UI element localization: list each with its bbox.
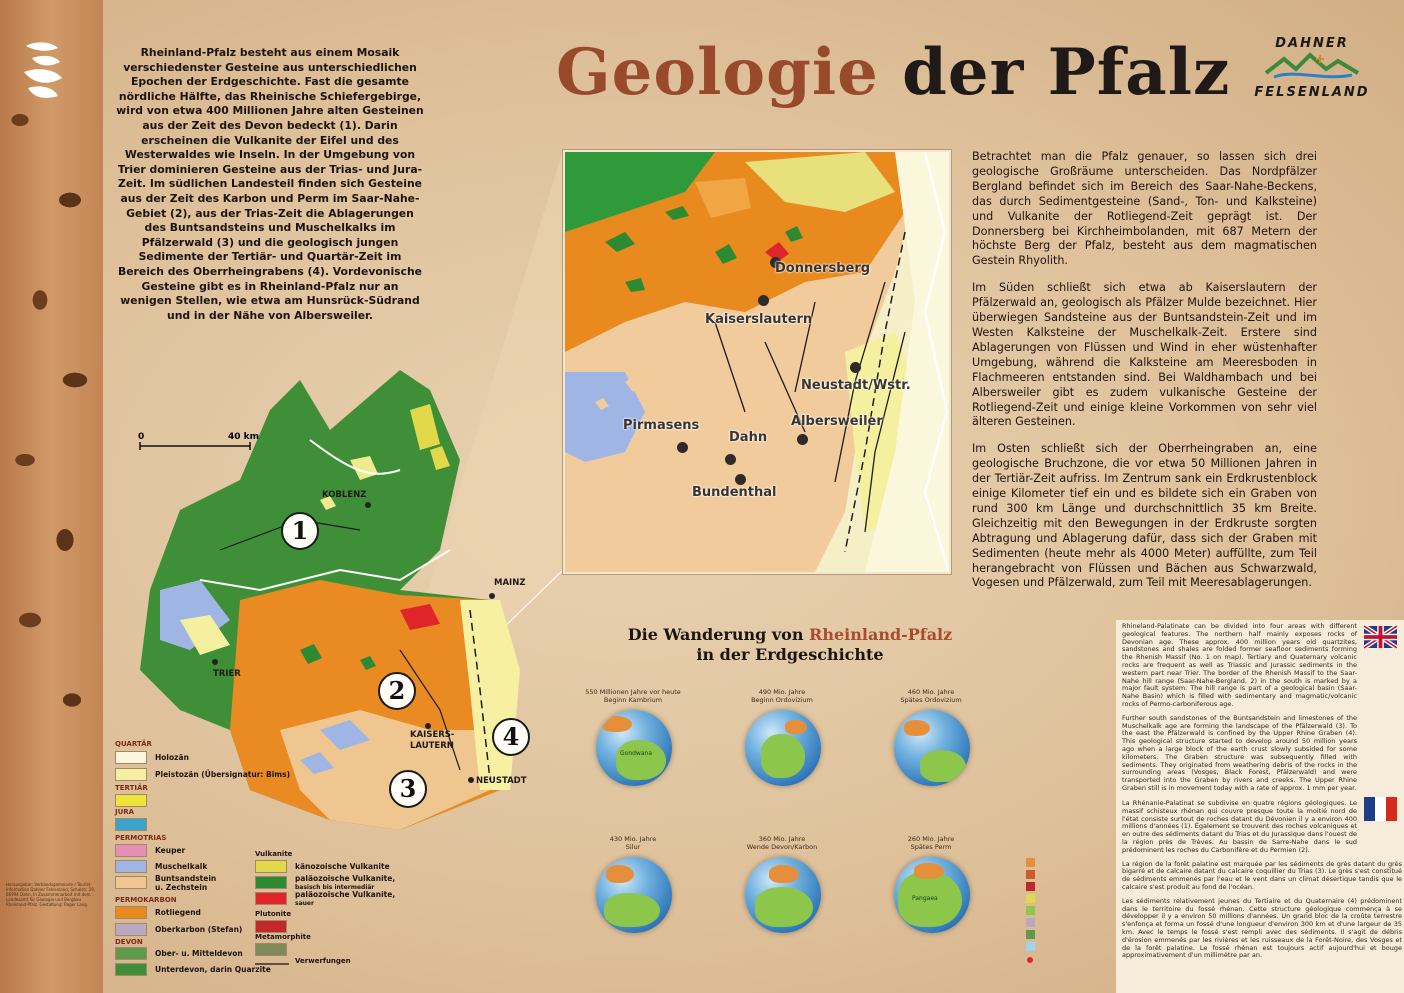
- legend-swatch-unterdevon: [115, 963, 147, 976]
- globe-caption: [578, 688, 688, 704]
- globe-430: [596, 857, 672, 933]
- legend-swatch-rotliegend: [115, 906, 147, 919]
- continent: [602, 716, 632, 732]
- legend-swatch-keuper: [115, 844, 147, 857]
- legend-label-buntsandstein-1: Buntsandstein: [155, 874, 217, 883]
- donnersberg-label: Donnersberg: [775, 261, 871, 276]
- legend-label-palaeo-sauer-1: paläozoische Vulkanite,: [295, 890, 396, 899]
- region-marker-4: 4: [492, 718, 530, 756]
- plate-color-legend: [1026, 858, 1042, 973]
- legend-swatch-metamorphite: [255, 943, 287, 956]
- bundenthal-label: Bundenthal: [692, 485, 777, 500]
- continent: [604, 893, 660, 927]
- page-title: [556, 35, 1230, 110]
- continent: [920, 750, 966, 782]
- globe-490: [745, 710, 821, 786]
- legend-label-kaenozoisch: känozoische Vulkanite: [295, 862, 390, 871]
- globe-caption-line-1: 550 Millionen Jahre vor heute: [585, 688, 681, 696]
- kaiserslautern-label: Kaiserslautern: [705, 312, 813, 327]
- paragraph: Betrachtet man die Pfalz genauer, so lassen sich drei geologische Großräume unterscheiden. Das Nordpfälzer Bergland befindet sich im Bereich des Saar-Nahe-Beckens, das durch Sedimentgesteine (Sand-, Ton- und Kalksteine) und Vulkanite der Rotliegend-Zeit geprägt ist. Der Donnersberg bei Kirchheimbolanden, mit 687 Metern der höchste Berg der Pfalz, besteht aus dem magmatischen Gestein Rhyolith.: [972, 150, 1317, 268]
- legend-group-quartaer: QUARTÄR: [115, 740, 152, 748]
- paragraph: La région de la forêt palatine est marquée par les sédiments de grès datant du grès bigarré et de calcaire datant du calcaire coquillier du Trias (3). Le grès s'est constitué de sédiments emmenés par l'eau et le vent dans un climat désertique tandis que le calcaire s'est produit au fond de l'océan.: [1122, 859, 1402, 891]
- globe-360: [745, 857, 821, 933]
- wanderung-title-part-1: Die Wanderung von: [627, 625, 804, 644]
- dahn-label: Dahn: [729, 430, 768, 445]
- legend-label-muschelkalk: Muschelkalk: [155, 862, 208, 871]
- dahner-felsenland-logo: [1252, 36, 1372, 100]
- legend-swatch-oberkarbon: [115, 923, 147, 936]
- koblenz-label: KOBLENZ: [322, 490, 367, 500]
- continent: [785, 720, 807, 734]
- pirmasens-marker: [677, 442, 688, 453]
- bundenthal-marker: [735, 474, 746, 485]
- globe-caption: [727, 688, 837, 704]
- wanderung-title: [600, 625, 980, 665]
- fault-line-symbol: [255, 961, 289, 967]
- legend-group-tertiaer: TERTIÄR: [115, 784, 148, 792]
- continent: [606, 865, 634, 883]
- globe-caption: [876, 835, 986, 851]
- legend-group-permokarbon: PERMOKARBON: [115, 896, 177, 904]
- legend-group-verwerfungen: Verwerfungen: [295, 957, 351, 965]
- legend-group-permotrias: PERMOTRIAS: [115, 834, 167, 842]
- brand-line-2: FELSENLAND: [1254, 85, 1370, 100]
- globe-caption-line-1: 490 Mio. Jahre: [758, 688, 806, 696]
- continent: [769, 865, 799, 883]
- kaiserslautern-label-1: KAISERS-: [410, 730, 455, 740]
- globe-caption-line-2: Wende Devon/Karbon: [746, 843, 818, 851]
- legend-label-rotliegend: Rotliegend: [155, 908, 201, 917]
- legend-swatch-jura: [115, 818, 147, 831]
- sandstone-photo-strip: [0, 0, 103, 993]
- globe-caption-line-2: Beginn Kambrium: [603, 696, 663, 704]
- continent: [914, 863, 944, 879]
- legend-group-plutonite: Plutonite: [255, 910, 292, 918]
- legend-swatch-palaeo-sauer: [255, 892, 287, 905]
- legend-label-keuper: Keuper: [155, 846, 186, 855]
- legend-label-pleistozaen: Pleistozän (Übersignatur: Bims): [155, 770, 291, 779]
- legend-label-palaeo-basisch-1: paläozoische Vulkanite,: [295, 874, 396, 883]
- legend-label-palaeo-basisch-2: basisch bis intermediär: [295, 884, 375, 891]
- legend-swatch-tertiaer: [115, 794, 147, 807]
- scale-start-label: 0: [138, 432, 145, 442]
- continent: [761, 734, 805, 778]
- legend-swatch-buntsandstein: [115, 876, 147, 889]
- paragraph: Im Süden schließt sich etwa ab Kaiserslautern der Pfälzerwald an, geologisch als Pfälzer Mulde bezeichnet. Hier überwiegen Sandsteine aus der Buntsandstein-Zeit und im Westen Kalksteine der Muschelkalk-Zeit. Erstere sind Ablagerungen von Flüssen und Wind in eher wüstenhafter Umgebung, während die Kalksteine am Meeresboden in Flachmeeren entstanden sind. Bei Waldhambach und bei Albersweiler gibt es zudem vulkanische Gesteine der Rotliegend-Zeit und einige kleine Vorkommen von sehr viel älteren Gesteinen.: [972, 281, 1317, 429]
- wanderung-title-part-2: in der Erdgeschichte: [696, 645, 884, 664]
- legend-label-holozaen: Holozän: [155, 753, 189, 762]
- globe-caption: [578, 835, 688, 851]
- title-word-geologie: Geologie: [556, 35, 879, 110]
- globe-caption-line-2: Spätes Ordovizium: [900, 696, 962, 704]
- paragraph: Further south sandstones of the Buntsandstein and limestones of the Muschelkalk age are forming the landscape of the Pfälzerwald (3). To the east the Pfälzerwald is confined by the Upper Rhine Graben (4). This geological structure started to develop around 50 million years ago when a large block of the earth crust slowly subsided for some kilometers. The Graben structure was subsequently filled with sediments. They originated from weathering debris of the rocks in the surrounding areas (Vosges, Black Forest, Pfälzerwald) and were transported into the Graben by rivers and creeks. The Upper Rhine Graben still is in movement today with a rate of approx. 1 mm per year.: [1122, 713, 1357, 792]
- title-word-pfalz: der Pfalz: [902, 35, 1231, 110]
- legend-label-ober-mitteldevon: Ober- u. Mitteldevon: [155, 949, 243, 958]
- globe-260: [894, 857, 970, 933]
- dahn-marker: [725, 454, 736, 465]
- intro-paragraph: Rheinland-Pfalz besteht aus einem Mosaik verschiedenster Gesteine aus unterschiedlichen Epochen der Erdgeschichte. Fast die gesamte nördliche Hälfte, das Rheinische Schiefergebirge, wird von etwa 400 Millionen Jahre alten Gesteinen aus der Zeit des Devon bedeckt (1). Darin erscheinen die Vulkanite der Eifel und des Westerwaldes wie Inseln. In der Umgebung von Trier dominieren Gesteine aus der Trias- und Jura-Zeit. Im südlichen Landesteil finden sich Gesteine aus der Zeit des Karbon und Perm im Saar-Nahe-Gebiet (2), aus der Trias-Zeit die Ablagerungen des Buntsandsteins und Muschelkalks im Pfälzerwald (3) und die geologisch jungen Sedimente der Tertiär- und Quartär-Zeit im Bereich des Oberrheingrabens (4). Vordevonische Gesteine gibt es in Rheinland-Pfalz nur an wenigen Stellen, wie etwa am Hunsrück-Südrand und in der Nähe von Albersweiler.: [116, 46, 424, 322]
- credits-text: Herausgeber: Verbandsgemeinde / Tourist-Information Dahner Felsenland, Schulstr. 29, 66994 Dahn, In Zusammenarbeit mit dem Landesamt für Geologie und Bergbau Rheinland-Pfalz. Gestaltung: Roger Lang.: [6, 882, 96, 907]
- albersweiler-marker: [797, 434, 808, 445]
- paragraph: Les sédiments relativement jeunes du Tertiaire et du Quaternaire (4) prédominent dans le territoire du fossé rhénan. Cette structure géologique commença à se développer il y a environ 50 millions d'années. Un grand bloc de la croûte terrestre s'enfonça et forma un fossé d'une longueur d'environ 300 km et d'une largeur de 35 km. Avec le temps le fossé s'est rempli avec des sédiments. Il s'agit de débris d'érosion emmenés par les rivières et les ruisseaux de la Forêt-Noire, des Vosges et de la forêt palatine. Le fossé rhénan est toujours actif aujourd'hui et bouge approximativement d'un millimètre par an.: [1122, 896, 1402, 960]
- globe-caption: [727, 835, 837, 851]
- legend-swatch-ober-mitteldevon: [115, 947, 147, 960]
- pangaea-label: Pangaea: [912, 895, 938, 902]
- french-summary: [1122, 800, 1402, 966]
- english-summary: [1122, 623, 1357, 799]
- legend-swatch-kaenozoisch: [255, 860, 287, 873]
- kaiserslautern-marker: [758, 295, 769, 306]
- mainz-label: MAINZ: [494, 578, 526, 588]
- rock-formation-logo-icon: [18, 40, 68, 100]
- region-marker-3: 3: [389, 770, 427, 808]
- legend-swatch-plutonite: [255, 920, 287, 933]
- trier-label: TRIER: [213, 669, 241, 679]
- globe-caption-line-2: Spätes Perm: [910, 843, 952, 851]
- uk-flag-icon: [1364, 625, 1397, 649]
- neustadt-label: Neustadt/Wstr.: [801, 378, 911, 393]
- globe-caption: [876, 688, 986, 704]
- continent: [755, 887, 813, 927]
- paragraph: Im Osten schließt sich der Oberrheingraben an, eine geologische Bruchzone, die vor etwa 50 Millionen Jahren in der Tertiär-Zeit aufriss. Im Zentrum sank ein Erdkrustenblock einige Kilometer tief ein und es bildete sich ein Graben von rund 300 km Länge und durchschnittlich 35 km Breite. Gleichzeitig mit den Bewegungen in der Erdkruste sorgten Abtragung und Ablagerung dafür, dass sich der Graben mit Sedimenten (heute mehr als 4000 Meter) auffüllte, zum Teil herangebracht von Flüssen und Bächen aus Schwarzwald, Vogesen und Pfälzerwald, zum Teil mit Meeresablagerungen.: [972, 442, 1317, 590]
- legend-label-buntsandstein-2: u. Zechstein: [155, 883, 208, 892]
- legend-group-devon: DEVON: [115, 938, 143, 946]
- region-marker-1: 1: [281, 512, 319, 550]
- continent: [616, 740, 666, 780]
- legend-group-vulkanite: Vulkanite: [255, 850, 293, 858]
- landscape-logo-icon: [1264, 51, 1360, 81]
- pirmasens-label: Pirmasens: [623, 418, 700, 433]
- globe-550: [596, 710, 672, 786]
- pfalz-description: [972, 150, 1317, 603]
- legend-label-palaeo-sauer-2: sauer: [295, 900, 314, 907]
- brand-line-1: DAHNER: [1275, 36, 1349, 51]
- legend-group-metamorphite: Metamorphite: [255, 933, 311, 941]
- gondwana-label: Gondwana: [620, 750, 652, 757]
- albersweiler-label: Albersweiler: [791, 414, 883, 429]
- neustadt-label: NEUSTADT: [476, 776, 527, 786]
- map-legend: [115, 735, 435, 990]
- globe-caption-line-2: Silur: [625, 843, 641, 851]
- detail-map-geology: [565, 152, 949, 572]
- wanderung-title-highlight: Rheinland-Pfalz: [809, 625, 953, 644]
- globe-460: [894, 710, 970, 786]
- globe-caption-line-1: 260 Mio. Jahre: [907, 835, 955, 843]
- scale-end-label: 40 km: [228, 432, 260, 442]
- globe-caption-line-1: 460 Mio. Jahre: [907, 688, 955, 696]
- legend-label-oberkarbon: Oberkarbon (Stefan): [155, 925, 243, 934]
- continent: [904, 720, 930, 736]
- paragraph: La Rhénanie-Palatinat se subdivise en quatre régions géologiques. Le massif schisteux rhénan qui couvre presque toute la moitié nord de l'état consiste surtout de roches datant du Dévonien il y a environ 400 millions d'années (1). Également se trouvent des roches volcaniques et en outre des sédiments datant du Trias et du Jurassique dans l'ouest de la région près de Trèves. Au bassin de Sarre-Nahe dans le sud prédominent les roches du Carbonifère et du Permien (2).: [1122, 799, 1357, 854]
- legend-swatch-palaeo-basisch: [255, 876, 287, 889]
- legend-label-unterdevon: Unterdevon, darin Quarzite: [155, 965, 271, 974]
- globe-caption-line-1: 360 Mio. Jahre: [758, 835, 806, 843]
- legend-swatch-pleistozaen: [115, 768, 147, 781]
- paragraph: Rhineland-Palatinate can be divided into four areas with different geological features. The northern half mainly exposes rocks of Devonian age. These approx. 400 million years old quartzites, sandstones and shales are folded former seafloor sediments forming the Rhenish Massif (No. 1 on map). Tertiary and Quaternary volcanic rocks are frequent as well as Triassic and Jurassic sediments in the western part near Trier. The border of the Rhenish Massif to the Saar-Nahe hill range (Saar-Nahe-Bergland, 2) in the south is marked by a major fault system. The hill range is part of a geological basin (Saar-Nahe Basin) which is filled with sedimentary and magmatic/volcanic rocks of Permo-carboniferous age.: [1122, 622, 1357, 708]
- pfalz-detail-map: [563, 150, 951, 574]
- kaiserslautern-label-2: LAUTERN: [410, 741, 454, 751]
- neustadt-marker: [850, 362, 861, 373]
- legend-group-jura: JURA: [115, 808, 135, 816]
- globe-caption-line-1: 430 Mio. Jahre: [609, 835, 657, 843]
- globe-caption-line-2: Beginn Ordovizium: [751, 696, 813, 704]
- region-marker-2: 2: [378, 672, 416, 710]
- legend-swatch-holozaen: [115, 751, 147, 764]
- legend-swatch-muschelkalk: [115, 860, 147, 873]
